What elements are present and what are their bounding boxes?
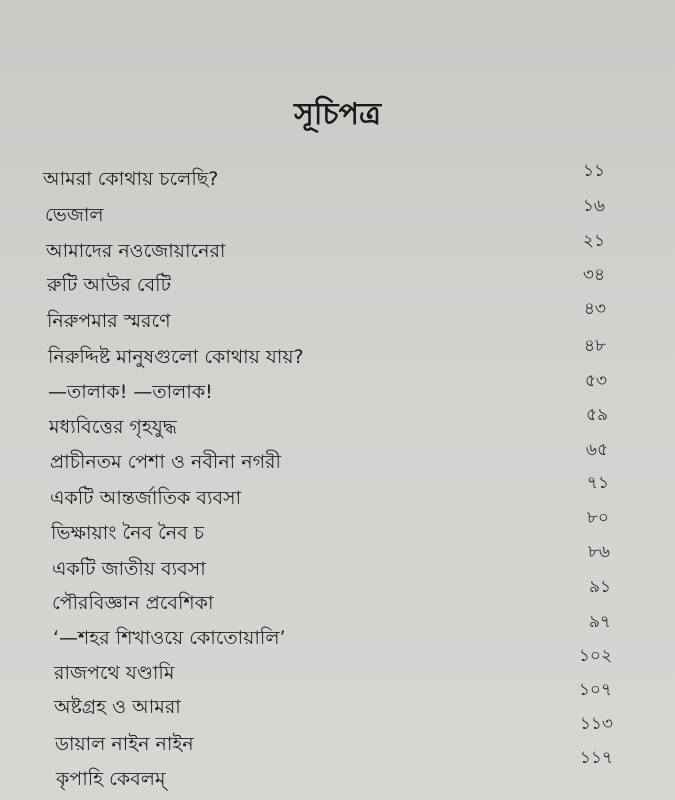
toc-entry-page-number: ৭১ <box>586 473 609 493</box>
toc-entry-title: —তালাক! —তালাক! <box>48 381 213 403</box>
toc-entry-page-number: ৫৯ <box>585 405 608 425</box>
toc-entry-title: মধ্যবিত্তের গৃহযুদ্ধ <box>49 416 177 438</box>
toc-entry-title: একটি জাতীয় ব্যবসা <box>52 558 206 580</box>
toc-entry-title: ‘—শহর শিখাওয়ে কোতোয়ালি’ <box>53 627 286 649</box>
toc-entry-page-number: ৪৮ <box>583 336 606 356</box>
toc-entry-title: ডায়াল নাইন নাইন <box>55 733 194 755</box>
toc-entry-title: নিরুপমার স্মরণে <box>47 310 171 332</box>
toc-entry-page-number: ৮০ <box>586 508 609 528</box>
toc-entry-title: পৌরবিজ্ঞান প্রবেশিকা <box>52 592 214 614</box>
toc-entry-page-number: ৯১ <box>588 577 611 597</box>
toc-entry-page-number: ৮৬ <box>587 542 610 562</box>
toc-entry-title: রুটি আউর বেটি <box>47 274 171 296</box>
toc-entry-title: ভেজাল <box>45 204 104 226</box>
toc-entry-title: আমরা কোথায় চলেছি? <box>43 168 219 190</box>
toc-heading: সূচিপত্র <box>294 97 381 132</box>
toc-entry-page-number: ৪৩ <box>583 299 606 319</box>
toc-entry-title: অষ্টগ্রহ ও আমরা <box>54 696 181 718</box>
toc-entry-page-number: ১০২ <box>578 646 612 666</box>
toc-entry-title: নিরুদ্দিষ্ট মানুষগুলো কোথায় যায়? <box>48 346 304 368</box>
toc-entry-page-number: ৬৫ <box>585 440 608 460</box>
toc-entry-page-number: ১১ <box>582 161 605 181</box>
toc-entry-page-number: ৯৭ <box>588 612 611 632</box>
toc-entry-page-number: ২১ <box>582 231 605 251</box>
toc-entry-title: আমাদের নওজোয়ানেরা <box>46 240 226 262</box>
toc-entry-page-number: ১১৭ <box>579 748 613 768</box>
toc-entry-page-number: ১০৭ <box>578 680 612 700</box>
toc-entry-title: কৃপাহি কেবলম্ <box>56 768 166 790</box>
toc-entry-title: প্রাচীনতম পেশা ও নবীনা নগরী <box>50 451 281 473</box>
toc-entry-page-number: ১৬ <box>582 196 605 216</box>
toc-entry-page-number: ৫৩ <box>584 371 607 391</box>
toc-entry-page-number: ১১৩ <box>579 714 613 734</box>
toc-entry-page-number: ৩৪ <box>582 265 605 285</box>
toc-entry-title: ভিক্ষায়াং নৈব নৈব চ <box>51 522 204 544</box>
toc-entry-title: রাজপথে যণ্ডামি <box>54 662 175 684</box>
toc-entry-title: একটি আন্তর্জাতিক ব্যবসা <box>50 487 242 509</box>
